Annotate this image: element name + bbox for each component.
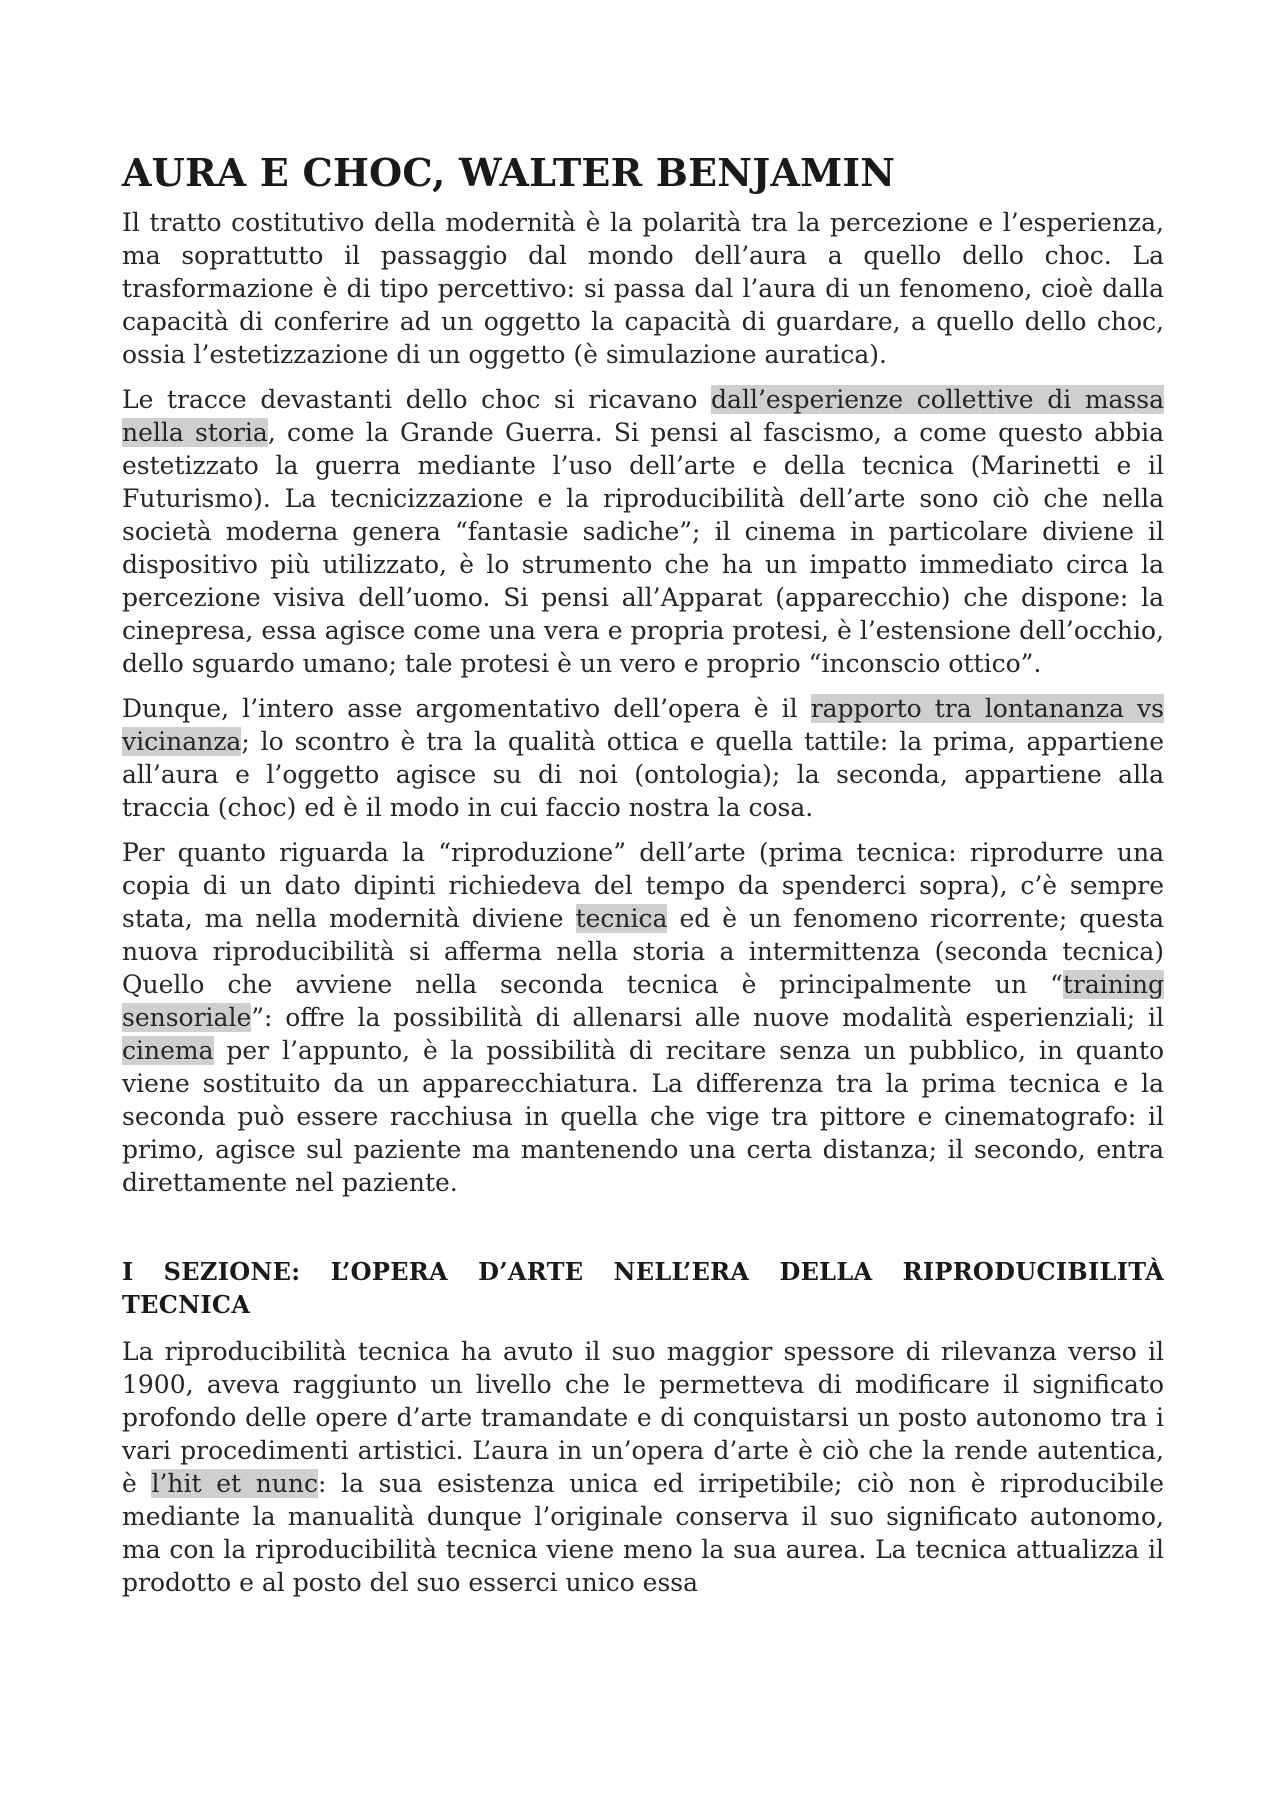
highlighted-text: training sensoriale (122, 970, 1164, 1032)
text-run: , come la Grande Guerra. Si pensi al fascismo, a come questo abbia estetizzato la guerra mediante l’uso dell’arte e della tecnica (Marinetti e il Futurismo). La tecnicizzazione e la riproducibilità dell’arte sono ciò che nella società moderna genera “fantasie sadiche”; il cinema in particolare diviene il dispositivo più utilizzato, è lo strumento che ha un impatto immediato circa la percezione visiva dell’uomo. Si pensi all’Apparat (apparecchio) che dispone: la cinepresa, essa agisce come una vera e propria protesi, è l’estensione dell’occhio, dello sguardo umano; tale protesi è un vero e proprio “inconscio ottico”. (122, 418, 1164, 678)
text-run: : la sua esistenza unica ed irripetibile; ciò non è riproducibile mediante la manualità dunque l’originale conserva il suo significato autonomo, ma con la riproducibilità tecnica viene meno la sua aurea. La tecnica attualizza il prodotto e al posto del suo esserci unico essa (122, 1469, 1164, 1597)
paragraph-choc-traces (122, 383, 1164, 680)
text-run: Per quanto riguarda la “riproduzione” dell’arte (prima tecnica: riprodurre una copia di un dato dipinti richiedeva del tempo da spenderci sopra), c’è sempre stata, ma nella modernità diviene (122, 838, 1164, 933)
highlighted-text: cinema (122, 1036, 214, 1065)
section-heading: I SEZIONE: L’OPERA D’ARTE NELL’ERA DELLA RIPRODUCIBILITÀ TECNICA (122, 1257, 1164, 1319)
paragraph-reproduction (122, 836, 1164, 1199)
text-run: ; lo scontro è tra la qualità ottica e quella tattile: la prima, appartiene all’aura e l’oggetto agisce su di noi (ontologia); la seconda, appartiene alla traccia (choc) ed è il modo in cui faccio nostra la cosa. (122, 727, 1164, 822)
highlighted-text: dall’esperienze collettive di massa nella storia (122, 385, 1164, 447)
highlighted-text: rapporto tra lontananza vs vicinanza (122, 694, 1164, 756)
paragraph-argument-axis (122, 692, 1164, 824)
text-run: Le tracce devastanti dello choc si ricavano (122, 385, 712, 414)
paragraph-section-one (122, 1335, 1164, 1599)
page-title: AURA E CHOC, WALTER BENJAMIN (122, 150, 896, 195)
text-run: La riproducibilità tecnica ha avuto il suo maggior spessore di rilevanza verso il 1900, aveva raggiunto un livello che le permetteva di modificare il significato profondo delle opere d’arte tramandate e di conquistarsi un posto autonomo tra i vari procedimenti artistici. L’aura in un’opera d’arte è ciò che la rende autentica, è (122, 1337, 1164, 1498)
text-run: Dunque, l’intero asse argomentativo dell’opera è il (122, 694, 811, 723)
document-page (122, 150, 1164, 1611)
highlighted-text: tecnica (575, 904, 668, 933)
highlighted-text: l’hit et nunc (151, 1469, 318, 1498)
text-run: ed è un fenomeno ricorrente; questa nuova riproducibilità si afferma nella storia a intermittenza (seconda tecnica) Quello che avviene nella seconda tecnica è principalmente un “ (122, 904, 1164, 999)
text-run: ”: offre la possibilità di allenarsi alle nuove modalità esperienziali; il (251, 1003, 1164, 1032)
text-run: per l’appunto, è la possibilità di recitare senza un pubblico, in quanto viene sostituito da un apparecchiatura. La differenza tra la prima tecnica e la seconda può essere racchiusa in quella che vige tra pittore e cinematografo: il primo, agisce sul paziente ma mantenendo una certa distanza; il secondo, entra direttamente nel paziente. (122, 1036, 1164, 1197)
paragraph-intro: Il tratto costitutivo della modernità è la polarità tra la percezione e l’esperienza, ma soprattutto il passaggio dal mondo dell’aura a quello dello choc. La trasformazione è di tipo percettivo: si passa dal l’aura di un fenomeno, cioè dalla capacità di conferire ad un oggetto la capacità di guardare, a quello dello choc, ossia l’estetizzazione di un oggetto (è simulazione auratica). (122, 208, 1164, 369)
